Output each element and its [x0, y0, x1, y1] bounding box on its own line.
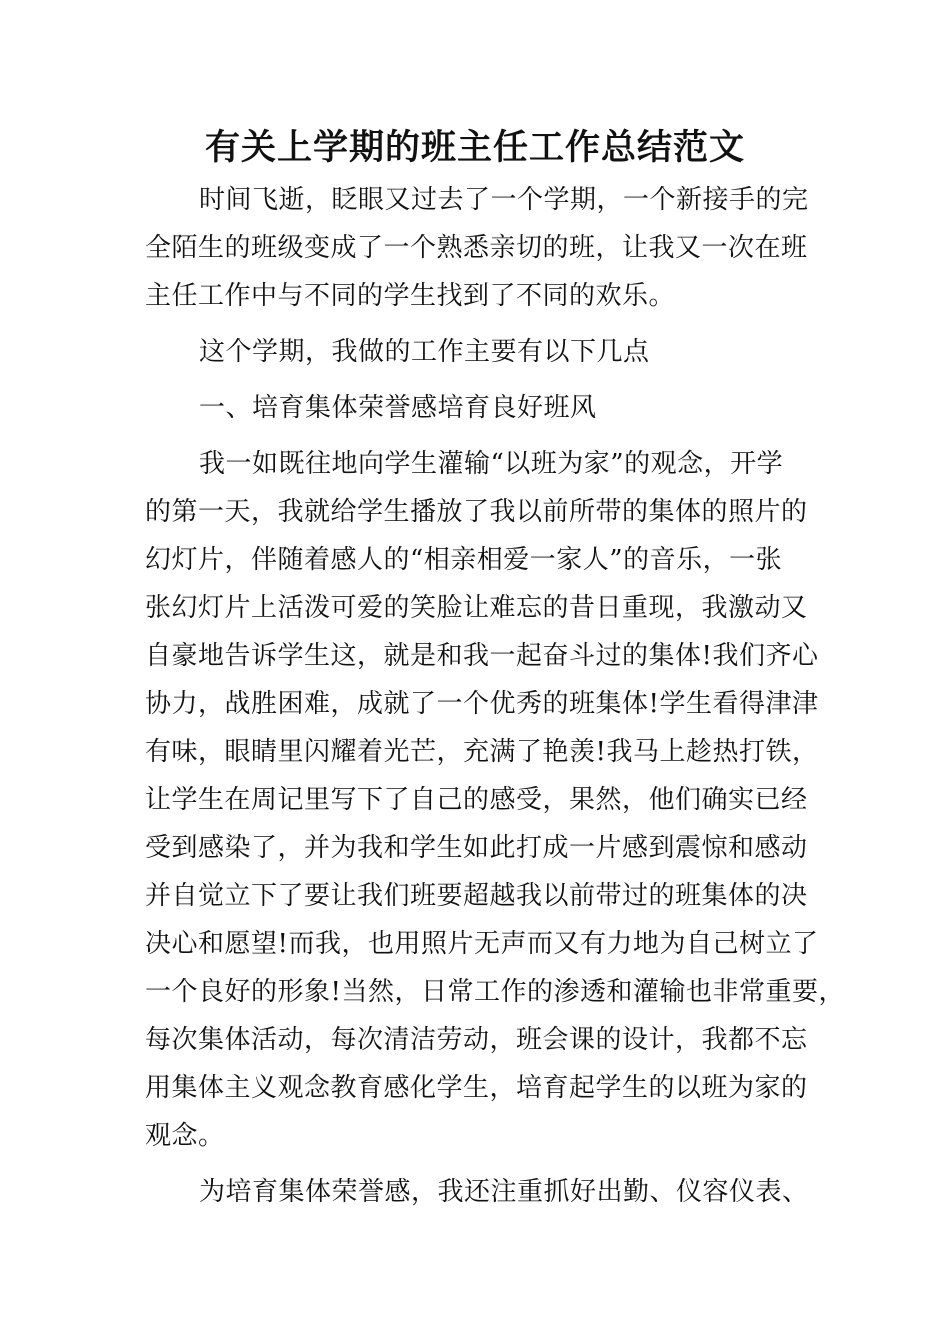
paragraph-line: 张幻灯片上活泼可爱的笑脸让难忘的昔日重现，我激动又 [145, 593, 808, 623]
paragraph-line: 并自觉立下了要让我们班要超越我以前带过的班集体的决 [145, 881, 808, 911]
paragraph-line: 为培育集体荣誉感，我还注重抓好出勤、仪容仪表、 [199, 1177, 809, 1207]
paragraph-line: 这个学期，我做的工作主要有以下几点 [199, 337, 650, 367]
paragraph-line: 我一如既往地向学生灌输“以班为家”的观念，开学 [199, 449, 784, 479]
section-heading [145, 384, 815, 432]
paragraph-line: 幻灯片，伴随着感人的“相亲相爱一家人”的音乐，一张 [145, 545, 783, 575]
paragraph-line: 自豪地告诉学生这，就是和我一起奋斗过的集体!我们齐心 [145, 641, 819, 671]
document-body [145, 176, 845, 1216]
paragraph-line: 的第一天，我就给学生播放了我以前所带的集体的照片的 [145, 497, 808, 527]
paragraph-line: 有味，眼睛里闪耀着光芒，充满了艳羡!我马上趁热打铁， [145, 737, 819, 767]
paragraph-line: 决心和愿望!而我，也用照片无声而又有力地为自己树立了 [145, 929, 819, 959]
paragraph-line: 观念。 [145, 1121, 225, 1151]
paragraph-intro [145, 176, 815, 320]
paragraph-line: 时间飞逝，眨眼又过去了一个学期，一个新接手的完 [199, 185, 809, 215]
paragraph-line: 让学生在周记里写下了自己的感受，果然，他们确实已经 [145, 785, 808, 815]
paragraph-line: 一个良好的形象!当然，日常工作的渗透和灌输也非常重要， [145, 977, 845, 1007]
paragraph-line: 全陌生的班级变成了一个熟悉亲切的班，让我又一次在班 [145, 233, 808, 263]
document-title: 有关上学期的班主任工作总结范文 [204, 127, 745, 168]
paragraph-line: 协力，战胜困难，成就了一个优秀的班集体!学生看得津津 [145, 689, 819, 719]
paragraph-line: 受到感染了，并为我和学生如此打成一片感到震惊和感动 [145, 833, 808, 863]
section-heading-text: 一、培育集体荣誉感培育良好班风 [199, 393, 597, 423]
paragraph-overview [145, 328, 815, 376]
paragraph-honor [145, 1168, 815, 1216]
paragraph-line: 主任工作中与不同的学生找到了不同的欢乐。 [145, 281, 676, 311]
paragraph-line: 用集体主义观念教育感化学生，培育起学生的以班为家的 [145, 1073, 808, 1103]
paragraph-collective [145, 440, 845, 1160]
paragraph-line: 每次集体活动，每次清洁劳动，班会课的设计，我都不忘 [145, 1025, 808, 1055]
